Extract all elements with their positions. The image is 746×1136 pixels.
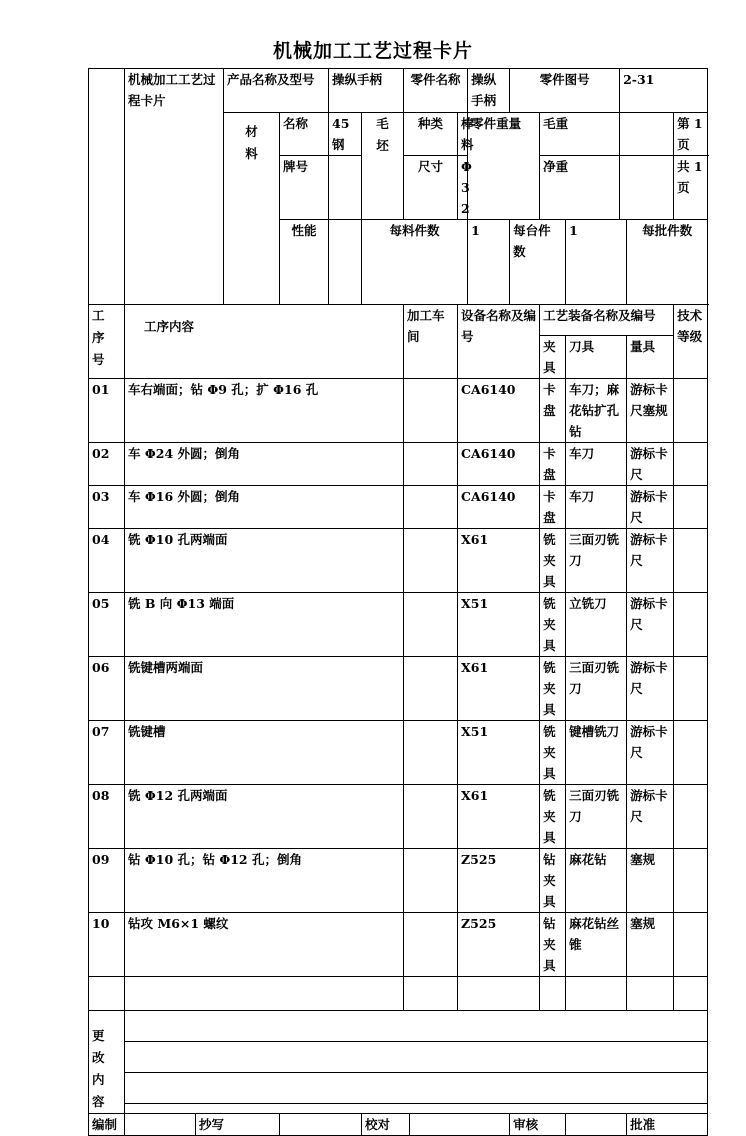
part-weight-label: 零件重量: [468, 113, 540, 220]
table-row: [89, 486, 708, 529]
per-batch-label: 每批件数: [627, 220, 708, 305]
empty-row: [89, 977, 708, 1011]
part-name-label: 零件名称: [404, 69, 468, 113]
step-no: 05: [89, 593, 125, 657]
col-equipment: 设备名称及编号: [458, 305, 540, 379]
col-step-no: 工序号: [89, 305, 125, 379]
per-blank-label: 每料件数: [362, 220, 468, 305]
blank-label: 毛坯: [362, 113, 404, 220]
checked-label: 校对: [362, 1114, 410, 1136]
page-total: 共 1 页: [674, 156, 708, 220]
step-equipment: X61: [458, 785, 540, 849]
table-row: [89, 379, 708, 443]
step-gauge: 游标卡尺: [627, 593, 674, 657]
table-row: [89, 529, 708, 593]
kind-value: 棒料: [458, 113, 468, 156]
step-no: 08: [89, 785, 125, 849]
per-machine-value: 1: [566, 220, 627, 305]
step-equipment: CA6140: [458, 379, 540, 443]
step-workshop: [404, 443, 458, 486]
name-label: 名称: [280, 113, 329, 156]
gross-value: [620, 113, 674, 156]
step-no: 07: [89, 721, 125, 785]
step-gauge: 游标卡尺: [627, 443, 674, 486]
step-gauge: 塞规: [627, 913, 674, 977]
step-no: 06: [89, 657, 125, 721]
step-content: 铣键槽: [125, 721, 404, 785]
step-content: 铣 B 向 Φ13 端面: [125, 593, 404, 657]
step-grade: [674, 379, 708, 443]
step-fixture: 铣 夹具: [540, 529, 566, 593]
table-row: [89, 443, 708, 486]
table-row: [89, 657, 708, 721]
step-equipment: CA6140: [458, 486, 540, 529]
grade-value: [329, 156, 362, 220]
step-grade: [674, 529, 708, 593]
step-grade: [674, 593, 708, 657]
step-equipment: X51: [458, 593, 540, 657]
step-cutter: 立铣刀: [566, 593, 627, 657]
step-grade: [674, 913, 708, 977]
step-content: 车右端面；钻 Φ9 孔；扩 Φ16 孔: [125, 379, 404, 443]
drawing-no-value: 2-31: [620, 69, 708, 113]
step-content: 钻 Φ10 孔；钻 Φ12 孔；倒角: [125, 849, 404, 913]
step-workshop: [404, 529, 458, 593]
step-content: 钻攻 M6×1 螺纹: [125, 913, 404, 977]
step-grade: [674, 785, 708, 849]
table-row: [89, 785, 708, 849]
col-content: 工序内容: [125, 305, 404, 379]
step-gauge: 游标卡尺: [627, 785, 674, 849]
change-line: [125, 1104, 708, 1114]
table-row: [89, 721, 708, 785]
reviewed-label: 审核: [510, 1114, 566, 1136]
copied-value: [280, 1114, 362, 1136]
col-fixture: 夹具: [540, 336, 566, 379]
size-label: 尺寸: [404, 156, 458, 220]
step-cutter: 三面刃铣刀: [566, 657, 627, 721]
step-cutter: 车刀；麻花钻扩孔钻: [566, 379, 627, 443]
net-value: [620, 156, 674, 220]
checked-value: [410, 1114, 510, 1136]
table-row: [89, 913, 708, 977]
step-cutter: 三面刃铣刀: [566, 785, 627, 849]
step-workshop: [404, 913, 458, 977]
change-line: [125, 1073, 708, 1104]
kind-label: 种类: [404, 113, 458, 156]
step-content: 车 Φ16 外圆；倒角: [125, 486, 404, 529]
header-blank-cell: [89, 69, 125, 305]
step-grade: [674, 486, 708, 529]
step-gauge: 游标卡尺: [627, 486, 674, 529]
per-machine-label: 每台件数: [510, 220, 566, 305]
step-workshop: [404, 379, 458, 443]
step-cutter: 麻花钻丝锥: [566, 913, 627, 977]
step-content: 车 Φ24 外圆；倒角: [125, 443, 404, 486]
step-no: 01: [89, 379, 125, 443]
step-cutter: 车刀: [566, 486, 627, 529]
step-no: 09: [89, 849, 125, 913]
step-no: 10: [89, 913, 125, 977]
step-equipment: X51: [458, 721, 540, 785]
step-grade: [674, 657, 708, 721]
step-fixture: 卡盘: [540, 443, 566, 486]
step-workshop: [404, 593, 458, 657]
step-grade: [674, 849, 708, 913]
step-workshop: [404, 486, 458, 529]
compiled-value: [125, 1114, 196, 1136]
step-workshop: [404, 657, 458, 721]
step-workshop: [404, 785, 458, 849]
step-fixture: 铣 夹具: [540, 657, 566, 721]
step-fixture: 卡盘: [540, 486, 566, 529]
step-fixture: 卡盘: [540, 379, 566, 443]
size-value: Φ32: [458, 156, 468, 220]
step-no: 02: [89, 443, 125, 486]
step-gauge: 游标卡尺: [627, 721, 674, 785]
step-cutter: 三面刃铣刀: [566, 529, 627, 593]
step-content: 铣 Φ10 孔两端面: [125, 529, 404, 593]
page-title: 机械加工工艺过程卡片: [272, 40, 473, 62]
compiled-label: 编制: [89, 1114, 125, 1136]
col-workshop: 加工车间: [404, 305, 458, 379]
approved-label: 批准: [627, 1114, 708, 1136]
step-cutter: 车刀: [566, 443, 627, 486]
copied-label: 抄写: [196, 1114, 280, 1136]
drawing-no-label: 零件图号: [510, 69, 620, 113]
step-gauge: 游标卡尺: [627, 657, 674, 721]
gross-label: 毛重: [540, 113, 620, 156]
step-equipment: Z525: [458, 913, 540, 977]
process-card-table: [88, 68, 708, 1136]
step-grade: [674, 443, 708, 486]
table-row: [89, 593, 708, 657]
per-blank-value: 1: [468, 220, 510, 305]
table-row: [89, 849, 708, 913]
step-gauge: 游标卡尺: [627, 529, 674, 593]
change-line: [125, 1011, 708, 1042]
step-no: 03: [89, 486, 125, 529]
col-tooling: 工艺装备名称及编号: [540, 305, 674, 336]
step-fixture: 铣 夹具: [540, 785, 566, 849]
col-gauge: 量具: [627, 336, 674, 379]
step-equipment: CA6140: [458, 443, 540, 486]
property-value: [329, 220, 362, 305]
grade-label: 牌号: [280, 156, 329, 220]
step-workshop: [404, 849, 458, 913]
step-equipment: Z525: [458, 849, 540, 913]
col-cutter: 刀具: [566, 336, 627, 379]
reviewed-value: [566, 1114, 627, 1136]
step-workshop: [404, 721, 458, 785]
step-no: 04: [89, 529, 125, 593]
step-content: 铣键槽两端面: [125, 657, 404, 721]
material-label: 材料: [224, 113, 280, 305]
change-label: 更改内容: [89, 1011, 125, 1114]
col-grade: 技术等级: [674, 305, 708, 379]
page-no: 第 1 页: [674, 113, 708, 156]
step-equipment: X61: [458, 529, 540, 593]
step-grade: [674, 721, 708, 785]
step-equipment: X61: [458, 657, 540, 721]
step-cutter: 麻花钻: [566, 849, 627, 913]
product-value: 操纵手柄: [329, 69, 404, 113]
step-cutter: 键槽铣刀: [566, 721, 627, 785]
card-label: 机械加工工艺过程卡片: [125, 69, 224, 305]
part-name-value: 操纵手柄: [468, 69, 510, 113]
step-content: 铣 Φ12 孔两端面: [125, 785, 404, 849]
change-line: [125, 1042, 708, 1073]
step-fixture: 钻 夹具: [540, 913, 566, 977]
name-value: 45钢: [329, 113, 362, 156]
step-fixture: 钻 夹具: [540, 849, 566, 913]
product-label: 产品名称及型号: [224, 69, 329, 113]
step-gauge: 塞规: [627, 849, 674, 913]
step-gauge: 游标卡尺塞规: [627, 379, 674, 443]
property-label: 性能: [280, 220, 329, 305]
net-label: 净重: [540, 156, 620, 220]
step-fixture: 铣 夹具: [540, 721, 566, 785]
step-fixture: 铣 夹具: [540, 593, 566, 657]
